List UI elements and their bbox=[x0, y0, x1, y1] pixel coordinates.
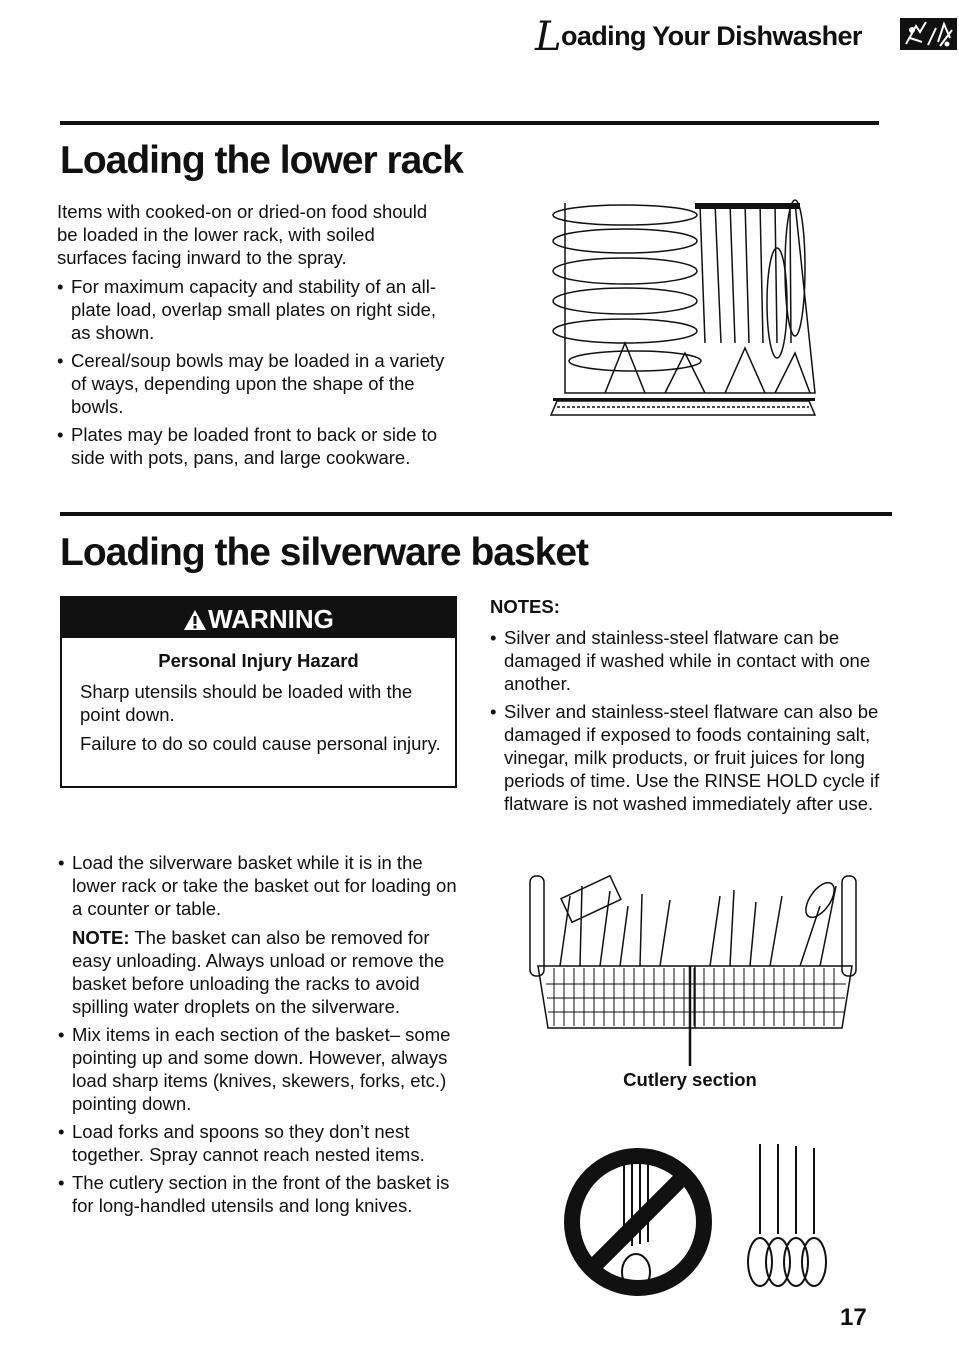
section-divider bbox=[60, 512, 892, 516]
lower-rack-title: Loading the lower rack bbox=[60, 139, 463, 182]
lower-rack-intro: Items with cooked-on or dried-on food should be loaded in the lower rack, with soiled surfaces facing inward to the spray. bbox=[57, 201, 428, 268]
lower-rack-text bbox=[57, 200, 447, 474]
silverware-text bbox=[58, 851, 463, 1222]
notes-heading: NOTES: bbox=[490, 596, 560, 617]
note-text: The basket can also be removed for easy unloading. Always unload or remove the basket before unloading the racks to avoid spilling water droplets on the silverware. bbox=[72, 927, 445, 1017]
warning-header bbox=[62, 598, 455, 638]
warning-line: Failure to do so could cause personal injury. bbox=[80, 733, 441, 754]
warning-line: Sharp utensils should be loaded with the point down. bbox=[80, 681, 413, 725]
silverware-bullet-text: Load the silverware basket while it is in the lower rack or take the basket out for loading on a counter or table. bbox=[72, 852, 457, 919]
lower-rack-bullet: • Cereal/soup bowls may be loaded in a variety of ways, depending upon the shape of the bowls. bbox=[57, 349, 447, 418]
running-header-title bbox=[535, 14, 862, 60]
silverware-bullet: • Mix items in each section of the basket– some pointing up and some down. However, always load sharp items (knives, skewers, forks, etc.) pointing down. bbox=[58, 1023, 463, 1115]
silverware-bullet: • Load forks and spoons so they don’t nest together. Spray cannot reach nested items. bbox=[58, 1120, 463, 1166]
cutlery-section-label: Cutlery section bbox=[623, 1069, 757, 1090]
warning-text bbox=[80, 680, 450, 761]
silverware-bullets bbox=[58, 851, 463, 1217]
lower-rack-plates-illustration bbox=[545, 193, 820, 425]
header-title-initial: L bbox=[535, 14, 561, 60]
silverware-bullet: • The cutlery section in the front of the basket is for long-handled utensils and long knives. bbox=[58, 1171, 463, 1217]
basket-note bbox=[72, 926, 463, 1018]
note-label: NOTE: bbox=[72, 927, 130, 948]
section-divider bbox=[60, 121, 879, 125]
silverware-title: Loading the silverware basket bbox=[60, 531, 589, 574]
silverware-basket-illustration bbox=[520, 866, 872, 1066]
warning-label: WARNING bbox=[208, 604, 334, 634]
hazard-title: Personal Injury Hazard bbox=[158, 650, 359, 671]
dishwasher-logo-icon bbox=[900, 18, 957, 50]
notes-list bbox=[490, 626, 890, 815]
warning-box bbox=[60, 596, 457, 788]
notes-block bbox=[490, 595, 890, 820]
lower-rack-bullet: • For maximum capacity and stability of an all-plate load, overlap small plates on right side, as shown. bbox=[57, 275, 447, 344]
page-number: 17 bbox=[840, 1304, 867, 1331]
header-title-rest: oading Your Dishwasher bbox=[560, 21, 862, 51]
lower-rack-bullet: • Plates may be loaded front to back or side to side with pots, pans, and large cookware. bbox=[57, 423, 447, 469]
note-item: • Silver and stainless-steel flatware can also be damaged if exposed to foods containing salt, vinegar, milk products, or fruit juices for long periods of time. Use the RINSE HOLD cycle if flatware is not washed immediately after use. bbox=[490, 700, 890, 815]
lower-rack-bullets bbox=[57, 275, 447, 469]
warning-triangle-icon bbox=[183, 609, 207, 631]
no-nesting-spoons-icon bbox=[560, 1134, 830, 1302]
silverware-bullet bbox=[58, 851, 463, 1018]
note-item: • Silver and stainless-steel flatware can be damaged if washed while in contact with one another. bbox=[490, 626, 890, 695]
